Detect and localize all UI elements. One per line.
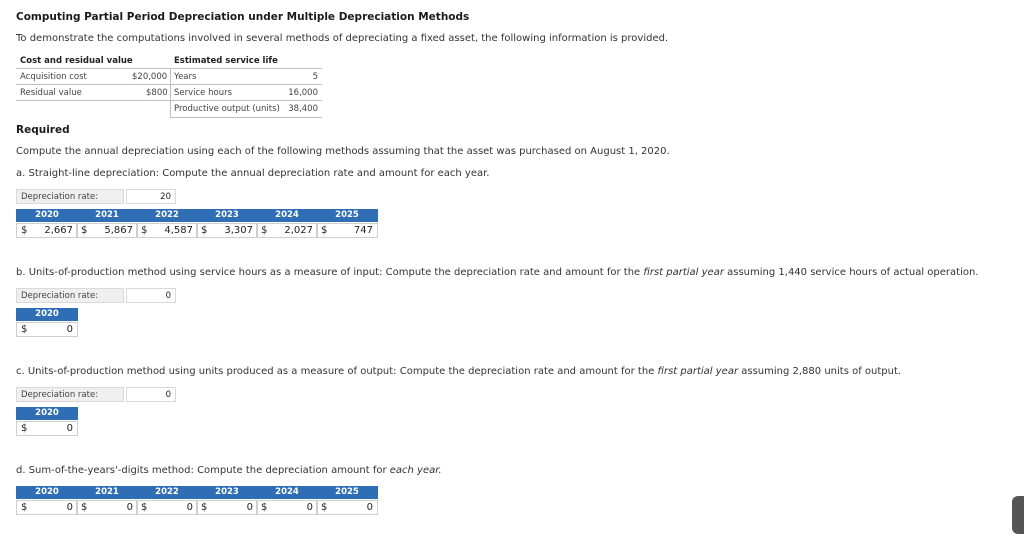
part-a-amount-cell[interactable] (196, 223, 258, 238)
part-d-currency: $ (261, 502, 268, 513)
asset-info-table (16, 53, 322, 119)
part-a-amount: 2,667 (44, 225, 73, 236)
part-a-amount: 747 (353, 225, 373, 236)
intro-text: To demonstrate the computations involved in several methods of depreciating a fixed asset, the following information is provided. (16, 33, 669, 44)
part-a-amount-cell[interactable] (76, 223, 138, 238)
part-c-year-header: 2020 (16, 407, 78, 420)
part-c-text (16, 366, 901, 377)
side-scroll-handle[interactable] (1012, 496, 1024, 534)
part-d-year-header: 2022 (136, 486, 198, 499)
part-a-amount-cell[interactable] (136, 223, 198, 238)
part-d-amount: 0 (126, 502, 133, 513)
part-d-year-header: 2020 (16, 486, 78, 499)
acquisition-cost-label: Acquisition cost (20, 72, 87, 82)
part-d-amount-cell[interactable] (16, 500, 78, 515)
part-b-text (16, 267, 978, 278)
part-d-amount-cell[interactable] (76, 500, 138, 515)
part-c-text-em: first partial year (657, 366, 739, 377)
part-b-text-pre: b. Units-of-production method using service hours as a measure of input: Compute the depreciation rate and amount for the (16, 267, 644, 278)
part-b-year-table (16, 308, 78, 338)
part-a-year-header: 2024 (256, 209, 318, 222)
part-b-year-header: 2020 (16, 308, 78, 321)
part-a-year-table (16, 209, 378, 239)
part-d-amount-cell[interactable] (256, 500, 318, 515)
part-a-currency: $ (141, 225, 148, 236)
part-a-amount: 2,027 (284, 225, 313, 236)
part-d-year-header: 2023 (196, 486, 258, 499)
part-a-amount-cell[interactable] (256, 223, 318, 238)
productive-output-label: Productive output (units) (174, 104, 280, 114)
part-d-amount-cell[interactable] (196, 500, 258, 515)
part-d-currency: $ (81, 502, 88, 513)
part-b-amount-cell[interactable] (16, 322, 78, 337)
years-value: 5 (312, 72, 318, 82)
part-a-rate-input[interactable]: 20 (126, 189, 176, 204)
productive-output-value: 38,400 (288, 104, 318, 114)
life-header: Estimated service life (174, 56, 278, 66)
part-a-amount: 4,587 (164, 225, 193, 236)
part-a-currency: $ (81, 225, 88, 236)
part-d-currency: $ (141, 502, 148, 513)
residual-value-label: Residual value (20, 88, 82, 98)
part-a-text: a. Straight-line depreciation: Compute the annual depreciation rate and amount for each year. (16, 168, 490, 179)
acquisition-cost-value: $20,000 (132, 72, 168, 82)
part-b-currency: $ (21, 324, 28, 335)
part-d-year-header: 2025 (316, 486, 378, 499)
years-label: Years (174, 72, 197, 82)
part-c-amount-cell[interactable] (16, 421, 78, 436)
part-a-amount-cell[interactable] (16, 223, 78, 238)
part-b-amount: 0 (66, 324, 73, 335)
part-d-amount: 0 (246, 502, 253, 513)
part-a-amount-cell[interactable] (316, 223, 378, 238)
part-d-text (16, 465, 442, 476)
part-a-year-header: 2020 (16, 209, 78, 222)
part-a-amount: 3,307 (224, 225, 253, 236)
part-d-amount-cell[interactable] (316, 500, 378, 515)
part-a-currency: $ (321, 225, 328, 236)
part-d-amount: 0 (306, 502, 313, 513)
part-d-currency: $ (321, 502, 328, 513)
part-a-year-header: 2021 (76, 209, 138, 222)
service-hours-value: 16,000 (288, 88, 318, 98)
part-a-currency: $ (261, 225, 268, 236)
part-d-year-header: 2021 (76, 486, 138, 499)
part-c-text-post: assuming 2,880 units of output. (738, 366, 902, 377)
part-d-amount: 0 (66, 502, 73, 513)
part-d-currency: $ (21, 502, 28, 513)
part-a-year-header: 2022 (136, 209, 198, 222)
part-a-amount: 5,867 (104, 225, 133, 236)
part-d-text-em: each year. (389, 465, 442, 476)
part-c-rate (16, 387, 171, 403)
part-a-currency: $ (201, 225, 208, 236)
part-a-year-header: 2023 (196, 209, 258, 222)
required-text: Compute the annual depreciation using each of the following methods assuming that the asset was purchased on August 1, 2020. (16, 146, 670, 157)
part-d-currency: $ (201, 502, 208, 513)
part-a-year-header: 2025 (316, 209, 378, 222)
part-c-currency: $ (21, 423, 28, 434)
part-b-rate (16, 288, 171, 304)
part-b-text-em: first partial year (643, 267, 724, 278)
part-c-rate-label: Depreciation rate: (16, 387, 124, 402)
part-c-rate-input[interactable]: 0 (126, 387, 176, 402)
part-c-year-table (16, 407, 78, 437)
residual-value-value: $800 (146, 88, 168, 98)
part-c-amount: 0 (66, 423, 73, 434)
part-d-text-pre: d. Sum-of-the-years'-digits method: Compute the depreciation amount for (16, 465, 390, 476)
part-a-currency: $ (21, 225, 28, 236)
part-a-rate-label: Depreciation rate: (16, 189, 124, 204)
part-b-rate-input[interactable]: 0 (126, 288, 176, 303)
part-b-rate-label: Depreciation rate: (16, 288, 124, 303)
part-a-rate (16, 189, 171, 205)
part-d-year-table (16, 486, 378, 516)
page-title: Computing Partial Period Depreciation under Multiple Depreciation Methods (16, 11, 470, 23)
service-hours-label: Service hours (174, 88, 233, 98)
part-c-text-pre: c. Units-of-production method using units produced as a measure of output: Compute the depreciation rate and amount for the (16, 366, 658, 377)
cost-header: Cost and residual value (20, 56, 133, 66)
part-d-amount-cell[interactable] (136, 500, 198, 515)
part-d-year-header: 2024 (256, 486, 318, 499)
part-d-amount: 0 (366, 502, 373, 513)
part-d-amount: 0 (186, 502, 193, 513)
required-heading: Required (16, 124, 70, 136)
part-b-text-post: assuming 1,440 service hours of actual operation. (723, 267, 979, 278)
